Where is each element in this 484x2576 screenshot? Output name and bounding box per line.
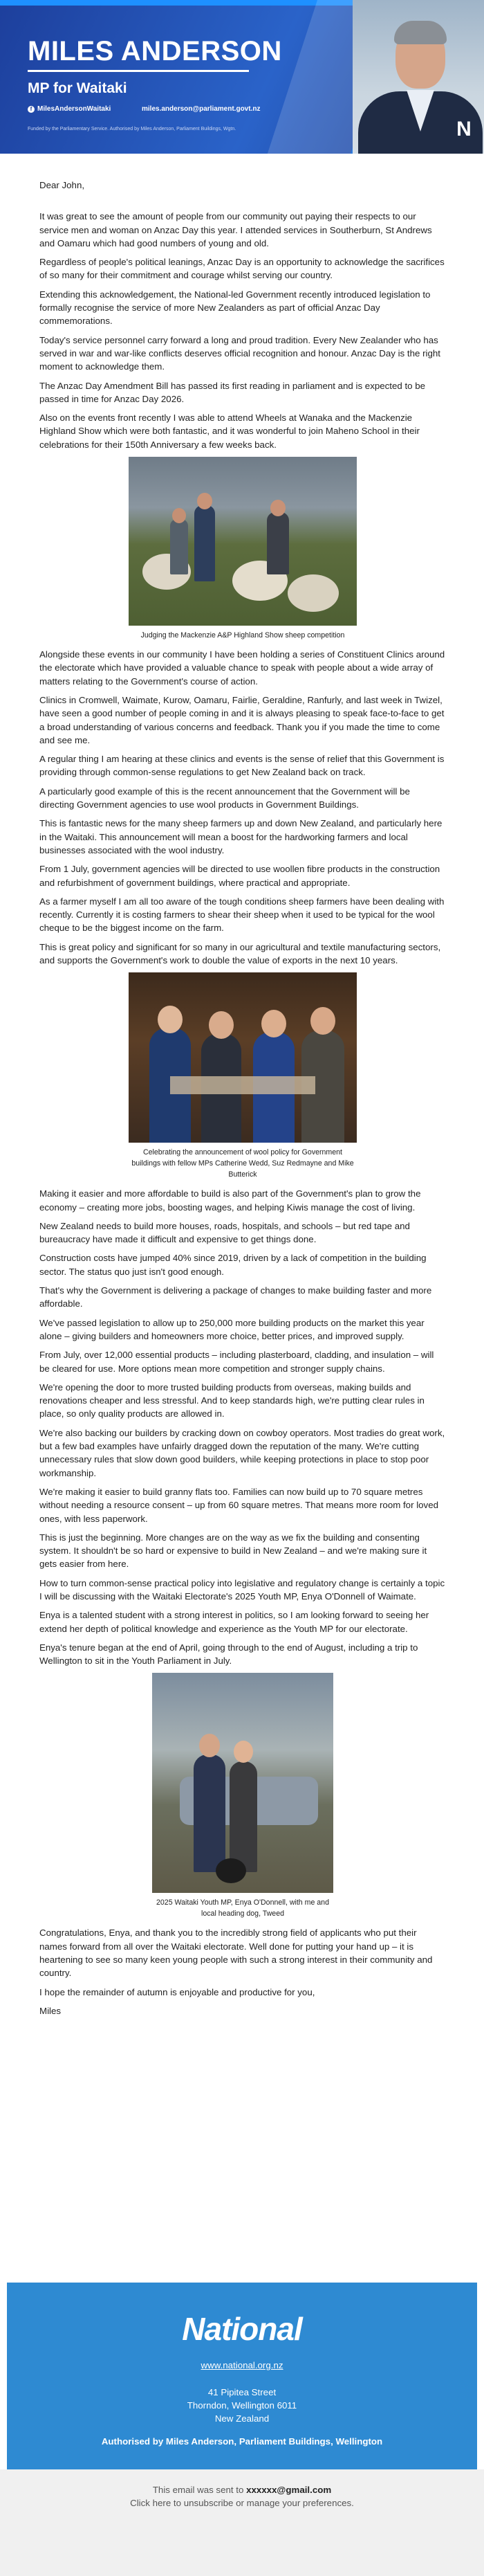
header-banner [0, 0, 484, 154]
person-head [234, 1741, 253, 1763]
mp-portrait [353, 0, 484, 154]
paragraph: A particularly good example of this is the recent announcement that the Government will be directing Government agencies to use wool products in Government Buildings. [39, 786, 410, 810]
person-head [197, 493, 212, 509]
paragraph: Congratulations, Enya, and thank you to the incredibly strong field of applicants who put their names forward from all over the Waitaki electorate. Well done for putting your hand up – it is heartening to see so many keen young people with such a strong interest in their community and country. [39, 1928, 433, 1979]
footer [7, 2283, 477, 2469]
email-meta [0, 2469, 484, 2576]
paragraph: Construction costs have jumped 40% since 2019, driven by a lack of competition in the building sector. The status quo just isn't good enough. [39, 1253, 427, 1277]
address-line: New Zealand [214, 2413, 270, 2424]
paragraph: Enya is a talented student with a strong interest in politics, so I am looking forward to seeing her extend her depth of political knowledge and experience as the Youth MP for our electorate. [39, 1610, 429, 1634]
paragraph: New Zealand needs to build more houses, roads, hospitals, and schools – but red tape and bureaucracy have made it difficult and expensive to get things done. [39, 1220, 410, 1245]
sent-to-line [0, 2485, 484, 2495]
authorisation-statement: Authorised by Miles Anderson, Parliament Buildings, Wellington [101, 2436, 383, 2447]
paragraph: A regular thing I am hearing at these clinics and events is the sense of relief that this Government is providing through common-sense regulations to get New Zealand back on track. [39, 754, 445, 778]
wool-samples [170, 1076, 315, 1094]
person [170, 519, 188, 574]
paragraph: I hope the remainder of autumn is enjoyable and productive for you, [39, 1986, 315, 1997]
person [194, 505, 215, 581]
header-underline [28, 70, 249, 72]
person-head [172, 508, 186, 523]
dog [216, 1858, 246, 1883]
person-head [310, 1007, 335, 1035]
paragraph: It was great to see the amount of people from our community out paying their respects to our service men and woman on Anzac Day this year. I attended services in Southerburn, St Andrews and Oamaru which had good numbers of young and old. [39, 211, 432, 248]
mp-name: MILES ANDERSON [28, 36, 282, 66]
paragraph: Today's service personnel carry forward a long and proud tradition. Every New Zealander who has served in war and war-like conflicts deserves official recognition and honour. Anzac Day is the right moment to acknowledge them. [39, 334, 440, 372]
photo-caption: 2025 Waitaki Youth MP, Enya O'Donnell, with me and local heading dog, Tweed [156, 1898, 329, 1919]
facebook-icon: f [28, 106, 35, 113]
paragraph: We've passed legislation to allow up to 250,000 more building products on the market this year alone – giving builders and homeowners more choice, better prices, and improved supply. [39, 1317, 425, 1341]
paragraph: Regardless of people's political leanings, Anzac Day is an opportunity to acknowledge the sacrifices of so many for their commitment and courage whilst serving our country. [39, 257, 445, 281]
facebook-handle: MilesAndersonWaitaki [37, 105, 111, 113]
paragraph: That's why the Government is delivering a package of changes to make building faster and more affordable. [39, 1285, 432, 1309]
portrait-hair [394, 21, 447, 44]
paragraph: How to turn common-sense practical policy into legislative and regulatory change is certainly a topic I will be discussing with the Waitaki Electorate's 2025 Youth MP, Enya O'Donnell of Waimate. [39, 1577, 445, 1602]
photo-figure-youth-mp [152, 1673, 333, 1919]
paragraph: We're opening the door to more trusted building products from overseas, making builds and renovations cheaper and less stressful. And to keep standards high, we're putting clear rules in place, so only quality products are allowed in. [39, 1381, 425, 1419]
photo-caption: Judging the Mackenzie A&P Highland Show sheep competition [140, 631, 345, 640]
address-line: 41 Pipitea Street [207, 2387, 277, 2397]
paragraph: Alongside these events in our community I have been holding a series of Constituent Clinics around the electorate which have provided a valuable chance to speak with people about a wide array of matters relating to the Government's course of action. [39, 649, 445, 687]
paragraph: Making it easier and more affordable to build is also part of the Government's plan to grow the economy – creating more jobs, boosting wages, and helping Kiwis manage the cost of living. [39, 1188, 421, 1213]
paragraph: Enya's tenure began at the end of April, going through to the end of August, including a trip to Wellington to sit in the Youth Parliament in July. [39, 1642, 418, 1667]
signoff: Miles [39, 2005, 62, 2016]
website-link[interactable]: www.national.org.nz [201, 2360, 283, 2370]
greeting: Dear John, [39, 180, 85, 190]
paragraph: Also on the events front recently I was able to attend Wheels at Wanaka and the Mackenzie Highland Show which were both fantastic, and it was wonderful to join Maheno School in their celebrations for their 150th Anniversary a few weeks back. [39, 412, 420, 450]
paragraph: From July, over 12,000 essential products – including plasterboard, cladding, and insulation – will be cleared for use. More options mean more competition and stronger supply chains. [39, 1350, 434, 1374]
person [230, 1761, 257, 1872]
paragraph: This is fantastic news for the many sheep farmers up and down New Zealand, and particularly here in the Waitaki. This announcement will mean a boost for the hardworking farmers and local businesses associated with the wool industry. [39, 818, 443, 855]
postal-address [7, 2386, 477, 2425]
person [267, 512, 289, 574]
person-head [209, 1011, 234, 1039]
paragraph: This is just the beginning. More changes are on the way as we fix the building and consenting system. It shouldn't be so hard or expensive to build in New Zealand – and we're making sure it gets easier from here. [39, 1532, 427, 1570]
national-logo: National [182, 2311, 302, 2347]
sheep-show-photo [129, 457, 357, 626]
person-head [270, 500, 286, 516]
youth-mp-photo [152, 1673, 333, 1893]
mp-role: MP for Waitaki [28, 80, 127, 96]
paragraph: Clinics in Cromwell, Waimate, Kurow, Oamaru, Fairlie, Geraldine, Ranfurly, and last week in Twizel, have seen a good number of people coming in and it is always pleasing to speak face-to-face to get a broad understanding of various concerns and feedback. Thank you if you made the time to come and see me. [39, 694, 445, 745]
header-fine-print: Funded by the Parliamentary Service. Authorised by Miles Anderson, Parliament Buildings, Wgtn. [28, 127, 236, 131]
sent-to-label: This email was sent to [152, 2485, 247, 2495]
paragraph: We're also backing our builders by cracking down on cowboy operators. Most tradies do great work, but a few bad examples have unfairly dragged down the reputation of the many. We're cutting unnecessary rules that slow down good builders, while keeping protections in place to stop poor workmanship. [39, 1427, 445, 1478]
photo-caption: Celebrating the announcement of wool policy for Government buildings with fellow MPs Catherine Wedd, Suz Redmayne and Mike Butterick [131, 1148, 354, 1179]
paragraph: The Anzac Day Amendment Bill has passed its first reading in parliament and is expected to be passed in time for Anzac Day 2026. [39, 380, 426, 404]
sheep [288, 574, 339, 612]
recipient-email: xxxxxx@gmail.com [246, 2485, 332, 2495]
header-email-link[interactable]: miles.anderson@parliament.govt.nz [142, 105, 261, 113]
national-n-logo: N [456, 118, 472, 140]
person-head [158, 1006, 183, 1033]
paragraph: As a farmer myself I am all too aware of the tough conditions sheep farmers have been dealing with recently. Currently it is costing farmers to shear their sheep when it used to be typical for the wool cheque to be the biggest income on the farm. [39, 896, 445, 934]
paragraph: This is great policy and significant for so many in our agricultural and textile manufacturing sectors, and supports the Government's work to double the value of exports in the next 10 years. [39, 941, 441, 965]
person-head [261, 1010, 286, 1037]
paragraph: We're making it easier to build granny flats too. Families can now build up to 70 square metres without needing a resource consent – up from 60 square metres. That means more room for loved ones, with less paperwork. [39, 1486, 438, 1524]
person-head [199, 1734, 220, 1757]
facebook-link[interactable] [28, 105, 111, 113]
paragraph: Extending this acknowledgement, the National-led Government recently introduced legislation to formally recognise the service of more New Zealanders as part of official Anzac Day commemorations. [39, 289, 431, 327]
wool-policy-photo [129, 972, 357, 1143]
photo-figure-sheep [129, 457, 357, 641]
address-line: Thorndon, Wellington 6011 [187, 2400, 297, 2411]
photo-figure-wool [129, 972, 357, 1180]
paragraph: From 1 July, government agencies will be directed to use woollen fibre products in the construction and refurbishment of government buildings, where practical and appropriate. [39, 864, 440, 888]
person [194, 1754, 225, 1872]
letter-body [39, 179, 446, 2023]
unsubscribe-link[interactable]: Click here to unsubscribe or manage your preferences. [130, 2498, 354, 2508]
